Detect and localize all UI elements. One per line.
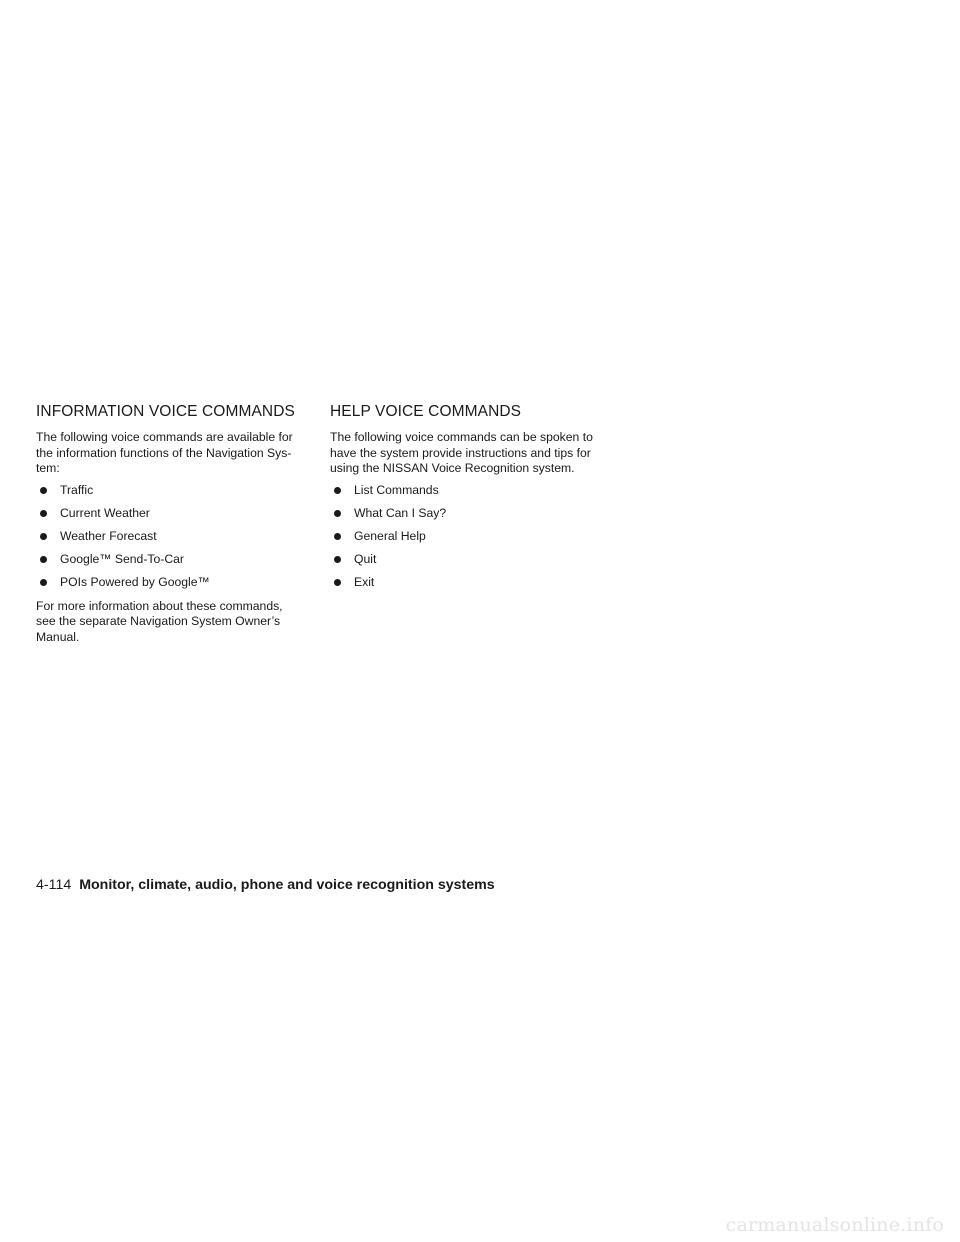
list-item: Google™ Send-To-Car (40, 552, 304, 575)
bullet-icon (334, 510, 341, 517)
bullet-icon (334, 533, 341, 540)
bullet-icon (40, 579, 47, 586)
bullet-icon (334, 487, 341, 494)
list-item: General Help (334, 529, 606, 552)
page-footer (36, 875, 495, 895)
list-item: Traffic (40, 483, 304, 506)
list-item: List Commands (334, 483, 606, 506)
bullet-list (36, 483, 304, 598)
bullet-icon (40, 510, 47, 517)
bullet-icon (334, 556, 341, 563)
bullet-list (330, 483, 606, 598)
section-heading: HELP VOICE COMMANDS (330, 403, 522, 420)
bullet-icon (334, 579, 341, 586)
section-intro: The following voice commands can be spoken to have the system provide instructions and tips for using the NISSAN Voice Recognition system. (330, 430, 593, 475)
help-voice-commands-section (330, 402, 606, 598)
section-intro: The following voice commands are available for the information functions of the Navigation Sys-tem: (36, 430, 293, 475)
section-outro: For more information about these commands, see the separate Navigation System Owner’s Manual. (36, 598, 283, 644)
information-voice-commands-section (36, 402, 304, 645)
list-item: Quit (334, 552, 606, 575)
list-item: POIs Powered by Google™ (40, 575, 304, 598)
watermark: carmanualsonline.info (725, 1214, 944, 1236)
list-item: Exit (334, 575, 606, 598)
list-item: What Can I Say? (334, 506, 606, 529)
bullet-icon (40, 556, 47, 563)
list-item: Weather Forecast (40, 529, 304, 552)
bullet-icon (40, 533, 47, 540)
section-heading: INFORMATION VOICE COMMANDS (36, 403, 295, 420)
list-item: Current Weather (40, 506, 304, 529)
page-number: 4-114 (36, 877, 72, 893)
bullet-icon (40, 487, 47, 494)
chapter-title: Monitor, climate, audio, phone and voice recognition systems (79, 877, 495, 893)
